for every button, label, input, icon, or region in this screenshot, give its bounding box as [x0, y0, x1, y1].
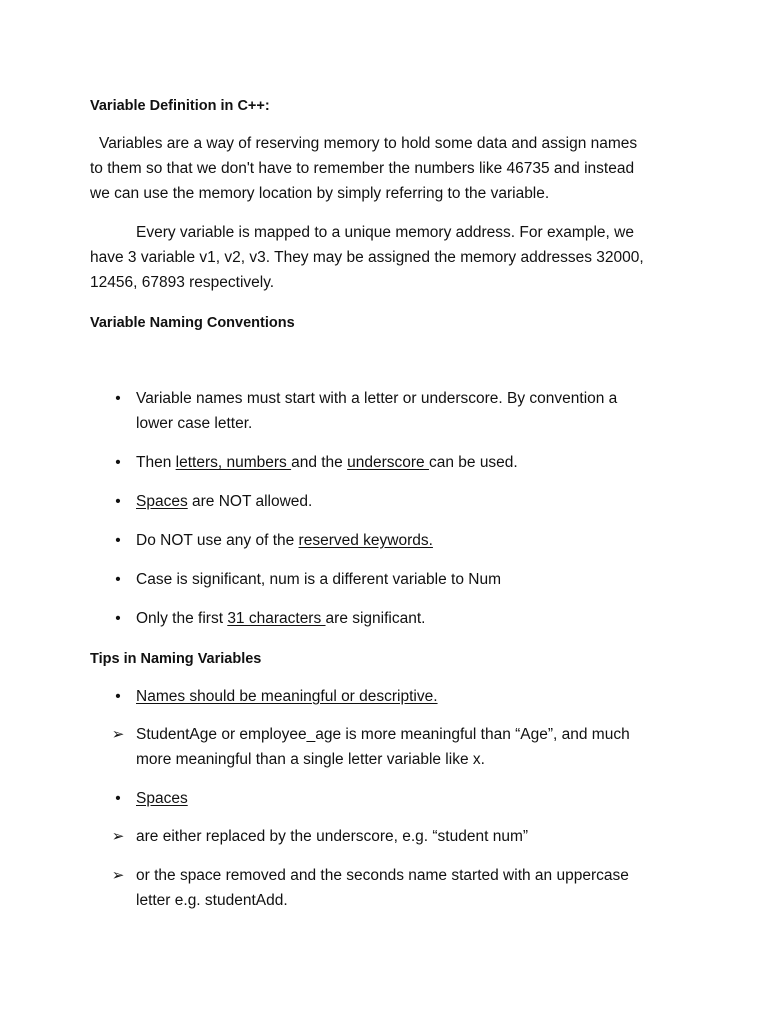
- tip-1: [136, 687, 438, 707]
- tip-1-sub-line1: StudentAge or employee_age is more meaningful than “Age”, and much: [136, 726, 630, 743]
- convention-item-2-pre: Then: [136, 454, 176, 471]
- convention-item-4-pre: Do NOT use any of the: [136, 532, 299, 549]
- bullet-icon: •: [115, 390, 121, 407]
- meaningful-names-link[interactable]: Names should be meaningful or descriptive.: [136, 688, 438, 705]
- spaces-tip-link[interactable]: Spaces: [136, 790, 188, 807]
- bullet-icon: •: [115, 610, 121, 627]
- letters-numbers-link[interactable]: letters, numbers: [175, 454, 292, 471]
- tip-1-sub-line2: more meaningful than a single letter variable like x.: [136, 751, 485, 768]
- convention-item-2-mid: and the: [291, 454, 348, 471]
- heading-variable-definition: Variable Definition in C++:: [90, 98, 270, 114]
- convention-item-6-post: are significant.: [325, 610, 426, 627]
- arrow-bullet-icon: ➢: [111, 726, 125, 743]
- bullet-icon: •: [115, 790, 121, 807]
- bullet-icon: •: [115, 688, 121, 705]
- para1-line3: we can use the memory location by simply referring to the variable.: [90, 185, 550, 202]
- heading-tips: Tips in Naming Variables: [90, 651, 262, 667]
- para1-line1: Variables are a way of reserving memory to hold some data and assign names: [99, 135, 638, 152]
- para2-line1: Every variable is mapped to a unique memory address. For example, we: [136, 224, 634, 241]
- spaces-link[interactable]: Spaces: [136, 493, 188, 510]
- para1-line2: to them so that we don't have to remember the numbers like 46735 and instead: [90, 160, 635, 177]
- para2-line3: 12456, 67893 respectively.: [90, 274, 275, 291]
- convention-item-1-line2: lower case letter.: [136, 415, 253, 432]
- tip-2-sub-1: are either replaced by the underscore, e.g. “student num”: [136, 828, 529, 845]
- arrow-bullet-icon: ➢: [111, 828, 125, 845]
- convention-item-4: [136, 531, 433, 551]
- convention-item-6: [136, 609, 425, 629]
- 31-characters-link[interactable]: 31 characters: [227, 610, 326, 627]
- bullet-icon: •: [115, 454, 121, 471]
- para2-line2: have 3 variable v1, v2, v3. They may be assigned the memory addresses 32000,: [90, 249, 644, 266]
- convention-item-1-line1: Variable names must start with a letter or underscore. By convention a: [136, 390, 618, 407]
- convention-item-3-post: are NOT allowed.: [187, 493, 313, 510]
- bullet-icon: •: [115, 571, 121, 588]
- bullet-icon: •: [115, 493, 121, 510]
- arrow-bullet-icon: ➢: [111, 867, 125, 884]
- reserved-keywords-link[interactable]: reserved keywords.: [298, 532, 433, 549]
- underscore-link[interactable]: underscore: [347, 454, 429, 471]
- convention-item-2: [136, 453, 518, 473]
- tip-2-sub-2-line1: or the space removed and the seconds name started with an uppercase: [136, 867, 629, 884]
- tip-2: [136, 789, 188, 809]
- convention-item-3: [136, 492, 312, 512]
- tip-2-sub-2-line2: letter e.g. studentAdd.: [136, 892, 288, 909]
- convention-item-5: Case is significant, num is a different variable to Num: [136, 571, 501, 588]
- convention-item-2-post: can be used.: [428, 454, 518, 471]
- heading-naming-conventions: Variable Naming Conventions: [90, 315, 295, 331]
- bullet-icon: •: [115, 532, 121, 549]
- convention-item-6-pre: Only the first: [136, 610, 228, 627]
